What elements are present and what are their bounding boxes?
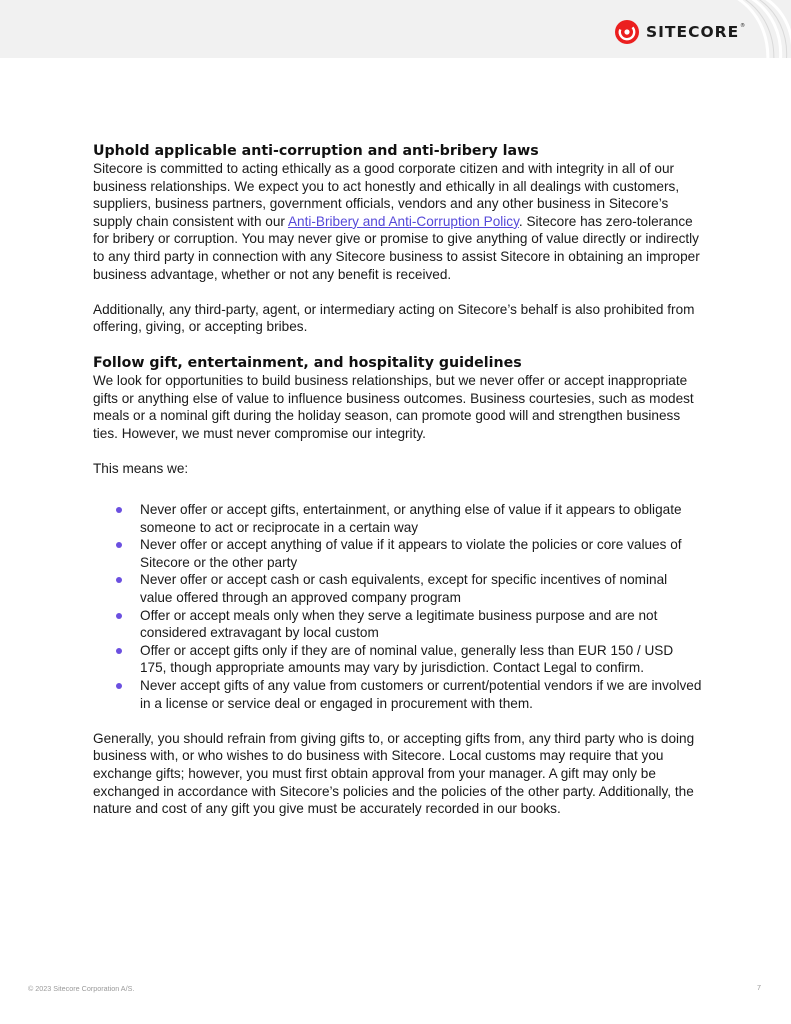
document-body [93, 142, 703, 818]
list-item: Never offer or accept gifts, entertainment, or anything else of value if it appears to obligate someone to act or reciprocate in a certain way [140, 501, 703, 536]
paragraph-gifts-intro: We look for opportunities to build business relationships, but we never offer or accept inappropriate gifts or anything else of value to influence business outcomes. Business courtesies, such as modest meals or a nominal gift during the holiday season, can promote good will and strengthen business ties. However, we must never compromise our integrity. [93, 372, 694, 441]
section-heading-gifts: Follow gift, entertainment, and hospitality guidelines [93, 354, 522, 371]
list-item: Never offer or accept cash or cash equivalents, except for specific incentives of nominal value offered through an approved company program [140, 571, 703, 606]
brand-wordmark: SITECORE® [646, 23, 747, 41]
paragraph-this-means: This means we: [93, 460, 189, 476]
paragraph-third-party-prohibition: Additionally, any third-party, agent, or intermediary acting on Sitecore’s behalf is also prohibited from offering, giving, or accepting bribes. [93, 301, 695, 335]
sitecore-logo-icon [614, 19, 640, 45]
footer-copyright: © 2023 Sitecore Corporation A/S. [28, 984, 135, 993]
list-item: Never offer or accept anything of value if it appears to violate the policies or core values of Sitecore or the other party [140, 536, 703, 571]
list-item: Offer or accept gifts only if they are of nominal value, generally less than EUR 150 / USD 175, though appropriate amounts may vary by jurisdiction. Contact Legal to confirm. [140, 642, 703, 677]
page-number: 7 [757, 983, 761, 992]
section-heading-anticorruption: Uphold applicable anti-corruption and anti-bribery laws [93, 143, 539, 159]
anti-bribery-policy-link[interactable]: Anti-Bribery and Anti-Corruption Policy [287, 213, 519, 229]
sitecore-logo [614, 18, 746, 46]
list-item: Offer or accept meals only when they serve a legitimate business purpose and are not considered extravagant by local custom [140, 607, 703, 642]
paragraph-anticorruption-commitment: Sitecore is committed to acting ethically as a good corporate citizen and with integrity in all of our business relationships. We expect you to act honestly and ethically in all dealings with customers, suppliers, business partners, government officials, vendors and any other business in Sitecore’s supply chain consistent with our Anti-Bribery and Anti-Corruption Policy. Sitecore has zero-tolerance for bribery or corruption. You may never give or promise to give anything of value directly or indirectly to any third party in connection with any Sitecore business to assist Sitecore in obtaining an improper business advantage, whether or not any benefit is received. [93, 161, 700, 282]
gift-guidelines-list [93, 501, 703, 712]
list-item: Never accept gifts of any value from customers or current/potential vendors if we are involved in a license or service deal or engaged in procurement with them. [140, 678, 702, 711]
page-header [0, 0, 791, 58]
trademark-mark: ® [740, 23, 747, 29]
paragraph-gift-exchange-rules: Generally, you should refrain from giving gifts to, or accepting gifts from, any third party who is doing business with, or who wishes to do business with Sitecore. Local customs may require that you exchange gifts; however, you must first obtain approval from your manager. A gift may only be exchanged in accordance with Sitecore’s policies and the policies of the other party. Additionally, the nature and cost of any gift you give must be accurately recorded in our books. [93, 730, 695, 817]
